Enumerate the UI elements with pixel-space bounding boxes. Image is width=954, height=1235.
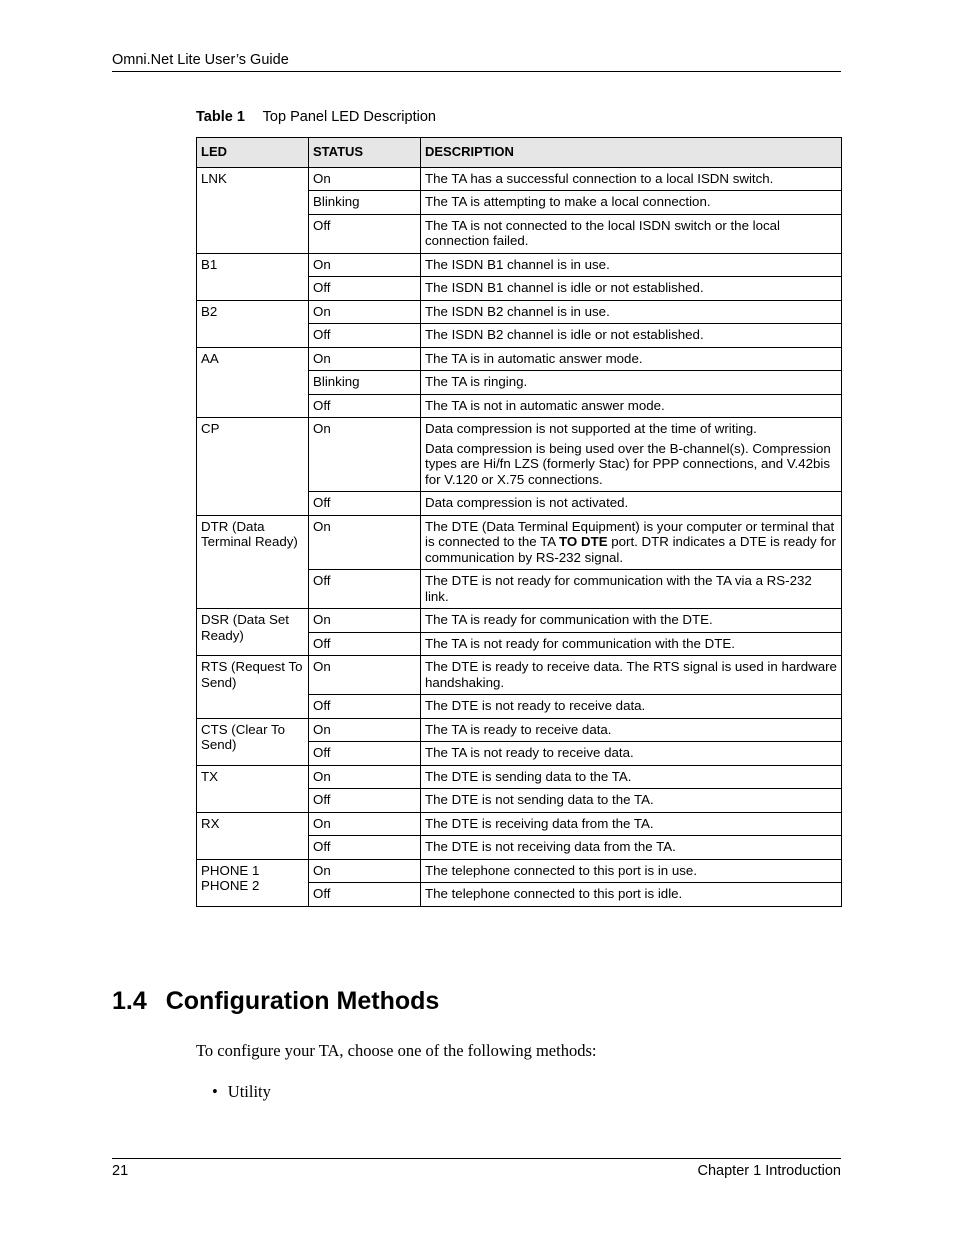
description-text: The ISDN B2 channel is idle or not established. [425, 327, 704, 342]
status-cell: Off [309, 492, 421, 516]
table-row [197, 300, 842, 324]
status-cell: Off [309, 695, 421, 719]
description-text: The DTE is not ready for communication with the TA via a RS-232 link. [425, 573, 812, 604]
description-cell [421, 167, 842, 191]
led-name-cell: CP [197, 418, 309, 516]
status-cell: On [309, 253, 421, 277]
led-name-cell: TX [197, 765, 309, 812]
description-text: The ISDN B2 channel is in use. [425, 303, 610, 319]
table-row [197, 718, 842, 742]
table-body [197, 167, 842, 906]
led-name-cell: B2 [197, 300, 309, 347]
table-caption [196, 108, 436, 126]
description-cell [421, 718, 842, 742]
footer-rule [112, 1158, 841, 1159]
description-text: The DTE is not sending data to the TA. [425, 792, 654, 807]
table-row [197, 859, 842, 883]
status-cell: Off [309, 214, 421, 253]
description-text: The TA is attempting to make a local connection. [425, 194, 711, 209]
status-cell: On [309, 656, 421, 695]
status-cell: On [309, 347, 421, 371]
led-name-cell: AA [197, 347, 309, 418]
description-text: The TA is not in automatic answer mode. [425, 397, 665, 413]
description-text: The TA is not ready for communication with the DTE. [425, 635, 735, 651]
column-header-status: STATUS [309, 138, 421, 168]
description-cell [421, 656, 842, 695]
status-cell: Off [309, 277, 421, 301]
description-cell [421, 742, 842, 766]
status-cell: On [309, 812, 421, 836]
description-cell [421, 695, 842, 719]
description-cell [421, 324, 842, 348]
section-heading [112, 985, 439, 1017]
description-text: Data compression is not activated. [425, 495, 629, 510]
status-cell: On [309, 609, 421, 633]
intro-paragraph: To configure your TA, choose one of the following methods: [196, 1041, 597, 1060]
status-cell: Off [309, 836, 421, 860]
running-header: Omni.Net Lite User’s Guide [112, 52, 289, 68]
description-text: The DTE is receiving data from the TA. [425, 815, 654, 831]
description-cell [421, 191, 842, 215]
description-cell [421, 883, 842, 907]
column-header-description: DESCRIPTION [421, 138, 842, 168]
status-cell: Blinking [309, 191, 421, 215]
led-name-cell: PHONE 1 PHONE 2 [197, 859, 309, 906]
led-name-cell: DTR (Data Terminal Ready) [197, 515, 309, 609]
status-cell: Off [309, 394, 421, 418]
status-cell: Off [309, 742, 421, 766]
description-cell [421, 812, 842, 836]
description-cell [421, 300, 842, 324]
description-text: The telephone connected to this port is idle. [425, 886, 683, 901]
led-name-cell: LNK [197, 167, 309, 253]
description-text: The DTE (Data Terminal Equipment) is your computer or terminal that is connected to the TA [425, 518, 835, 549]
led-description-table [196, 137, 842, 907]
description-text: The ISDN B1 channel is in use. [425, 256, 610, 272]
status-cell: On [309, 300, 421, 324]
description-cell [421, 859, 842, 883]
status-cell: On [309, 515, 421, 570]
description-cell [421, 347, 842, 371]
description-cell [421, 418, 842, 492]
table-row [197, 515, 842, 570]
description-text: The TA is not connected to the local ISDN switch or the local connection failed. [425, 217, 781, 248]
description-cell [421, 609, 842, 633]
status-cell: Blinking [309, 371, 421, 395]
description-text: Data compression is not supported at the time of writing. [425, 421, 757, 436]
description-cell [421, 632, 842, 656]
table-row [197, 609, 842, 633]
status-cell: Off [309, 324, 421, 348]
led-name-cell: CTS (Clear To Send) [197, 718, 309, 765]
status-cell: On [309, 765, 421, 789]
column-header-led: LED [197, 138, 309, 168]
led-name-cell: RTS (Request To Send) [197, 656, 309, 719]
port-name: TO DTE [559, 534, 608, 549]
description-text: The DTE is not ready to receive data. [425, 698, 646, 713]
description-text: The TA is ready for communication with the DTE. [425, 612, 713, 627]
section-title: Configuration Methods [165, 987, 440, 1015]
description-text: port. DTR indicates a DTE is ready for communication by RS-232 signal. [425, 534, 836, 565]
description-cell [421, 765, 842, 789]
description-text: Data compression is being used over the B-channel(s). Compression types are Hi/fn LZS (formerly Stac) for PPP connections, and V.42bis for V.120 or X.75 connections. [425, 440, 831, 487]
methods-list [212, 1081, 271, 1102]
page-number: 21 [112, 1163, 129, 1179]
table-row [197, 418, 842, 492]
status-cell: On [309, 718, 421, 742]
table-row [197, 347, 842, 371]
table-row [197, 812, 842, 836]
description-text: The DTE is not receiving data from the TA. [425, 839, 676, 854]
list-item-label: Utility [227, 1082, 271, 1101]
section-number: 1.4 [112, 987, 147, 1015]
description-text: The DTE is sending data to the TA. [425, 768, 632, 784]
status-cell: On [309, 859, 421, 883]
description-text: The TA is ringing. [425, 374, 528, 389]
description-text: The telephone connected to this port is in use. [425, 862, 698, 878]
description-text: The TA has a successful connection to a local ISDN switch. [425, 170, 774, 186]
led-name-cell: RX [197, 812, 309, 859]
table-caption-label: Table 1 [196, 109, 245, 125]
table-row [197, 656, 842, 695]
description-cell [421, 214, 842, 253]
description-cell [421, 253, 842, 277]
description-cell [421, 277, 842, 301]
description-text: The TA is not ready to receive data. [425, 745, 634, 760]
description-cell [421, 394, 842, 418]
description-text: The TA is ready to receive data. [425, 721, 612, 737]
table-header-row [197, 138, 842, 168]
description-cell [421, 515, 842, 570]
description-cell [421, 836, 842, 860]
list-item [212, 1081, 271, 1102]
table-row [197, 253, 842, 277]
status-cell: On [309, 418, 421, 492]
table-row [197, 167, 842, 191]
table-caption-text: Top Panel LED Description [262, 109, 436, 125]
description-cell [421, 789, 842, 813]
description-cell [421, 371, 842, 395]
description-text: The TA is in automatic answer mode. [425, 350, 643, 366]
description-cell [421, 570, 842, 609]
status-cell: On [309, 167, 421, 191]
bullet-icon: • [212, 1082, 218, 1101]
chapter-label: Chapter 1 Introduction [697, 1163, 841, 1179]
description-text: The ISDN B1 channel is idle or not established. [425, 280, 704, 295]
status-cell: Off [309, 789, 421, 813]
description-cell [421, 492, 842, 516]
led-name-cell: B1 [197, 253, 309, 300]
description-text: The DTE is ready to receive data. The RTS signal is used in hardware handshaking. [425, 659, 837, 690]
status-cell: Off [309, 570, 421, 609]
led-name-cell: DSR (Data Set Ready) [197, 609, 309, 656]
table-row [197, 765, 842, 789]
status-cell: Off [309, 632, 421, 656]
header-rule [112, 71, 841, 72]
status-cell: Off [309, 883, 421, 907]
